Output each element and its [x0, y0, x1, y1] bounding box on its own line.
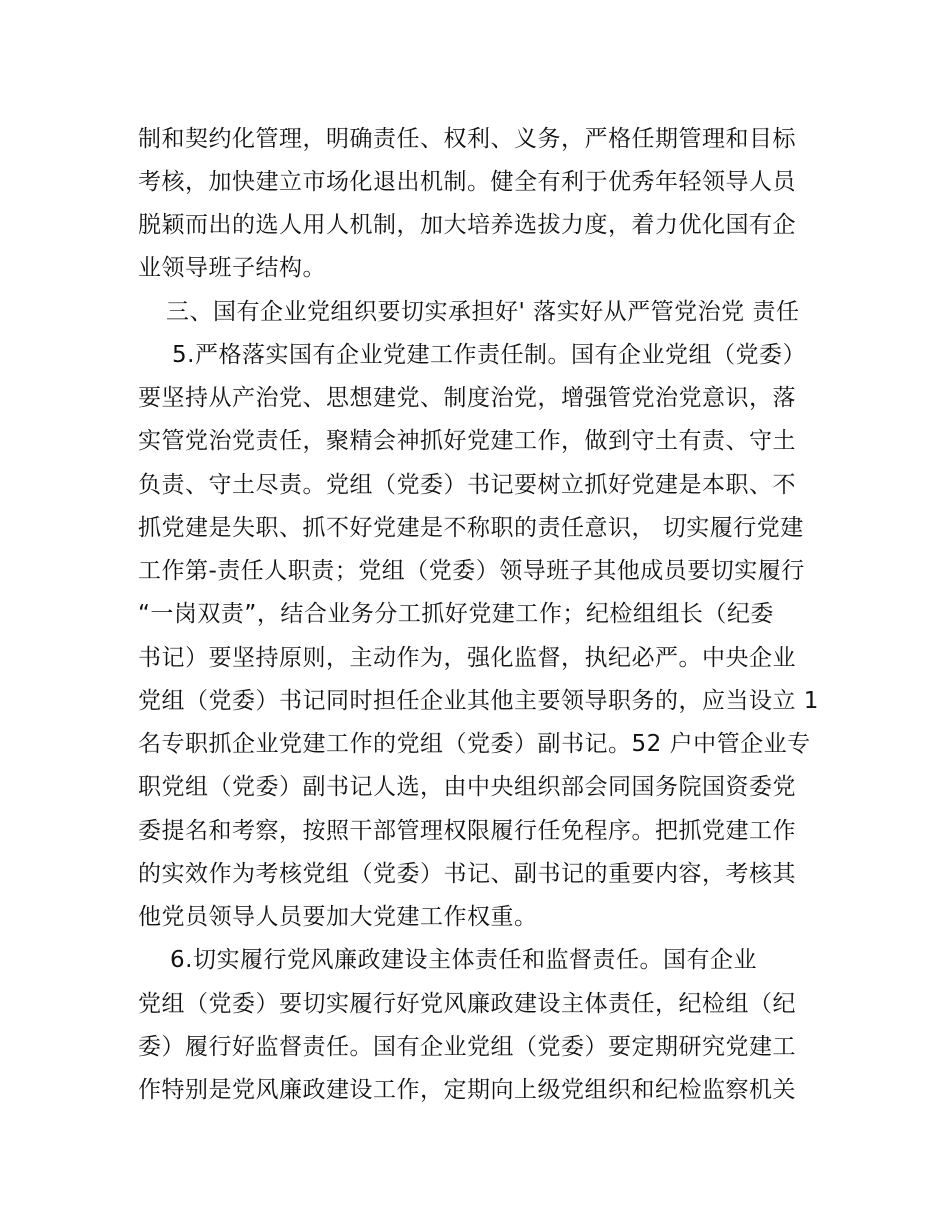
text-line: 工作第-责任人职责；党组（党委）领导班子其他成员要切实履行	[138, 558, 805, 584]
text-line: 实管党治党责任，聚精会神抓好党建工作，做到守土有责、守土	[138, 428, 796, 454]
text-line: 考核，加快建立市场化退出机制。健全有利于优秀年轻领导人员	[138, 169, 796, 195]
text-line: 要坚持从产治党、思想建党、制度治党，增强管党治党意识，落	[138, 385, 796, 411]
text-line: 党组（党委）书记同时担任企业其他主要领导职务的，应当设立 1	[138, 688, 819, 714]
text-line: “一岗双责”，结合业务分工抓好党建工作；纪检组组长（纪委	[138, 601, 774, 627]
text-line: 名专职抓企业党建工作的党组（党委）副书记。52 户中管企业专	[138, 731, 811, 757]
text-line: 作特别是党风廉政建设工作，定期向上级党组织和纪检监察机关	[138, 1077, 796, 1103]
text-line: 的实效作为考核党组（党委）书记、副书记的重要内容，考核其	[138, 861, 796, 887]
text-line: 脱颖而出的选人用人机制，加大培养选拔力度，着力优化国有企	[138, 212, 796, 238]
text-line: 6.切实履行党风廉政建设主体责任和监督责任。国有企业	[170, 947, 757, 973]
text-line: 5.严格落实国有企业党建工作责任制。国有企业党组（党委）	[172, 342, 806, 368]
text-line: 委）履行好监督责任。国有企业党组（党委）要定期研究党建工	[138, 1034, 796, 1060]
section-heading: 三、国有企业党组织要切实承担好' 落实好从严管党治党 责任	[166, 299, 800, 325]
text-line: 书记）要坚持原则，主动作为，强化监督，执纪必严。中央企业	[138, 645, 796, 671]
text-line: 负责、守土尽责。党组（党委）书记要树立抓好党建是本职、不	[138, 472, 796, 498]
text-line: 制和契约化管理，明确责任、权利、义务，严格任期管理和目标	[138, 126, 796, 152]
text-line: 党组（党委）要切实履行好党风廉政建设主体责任，纪检组（纪	[138, 991, 796, 1017]
text-line: 他党员领导人员要加大党建工作权重。	[138, 904, 538, 930]
text-line: 职党组（党委）副书记人选，由中央组织部会同国务院国资委党	[138, 774, 796, 800]
text-line: 委提名和考察，按照干部管理权限履行任免程序。把抓党建工作	[138, 818, 796, 844]
text-line: 业领导班子结构。	[138, 255, 326, 281]
text-line: 抓党建是失职、抓不好党建是不称职的责任意识， 切实履行党建	[138, 515, 804, 541]
